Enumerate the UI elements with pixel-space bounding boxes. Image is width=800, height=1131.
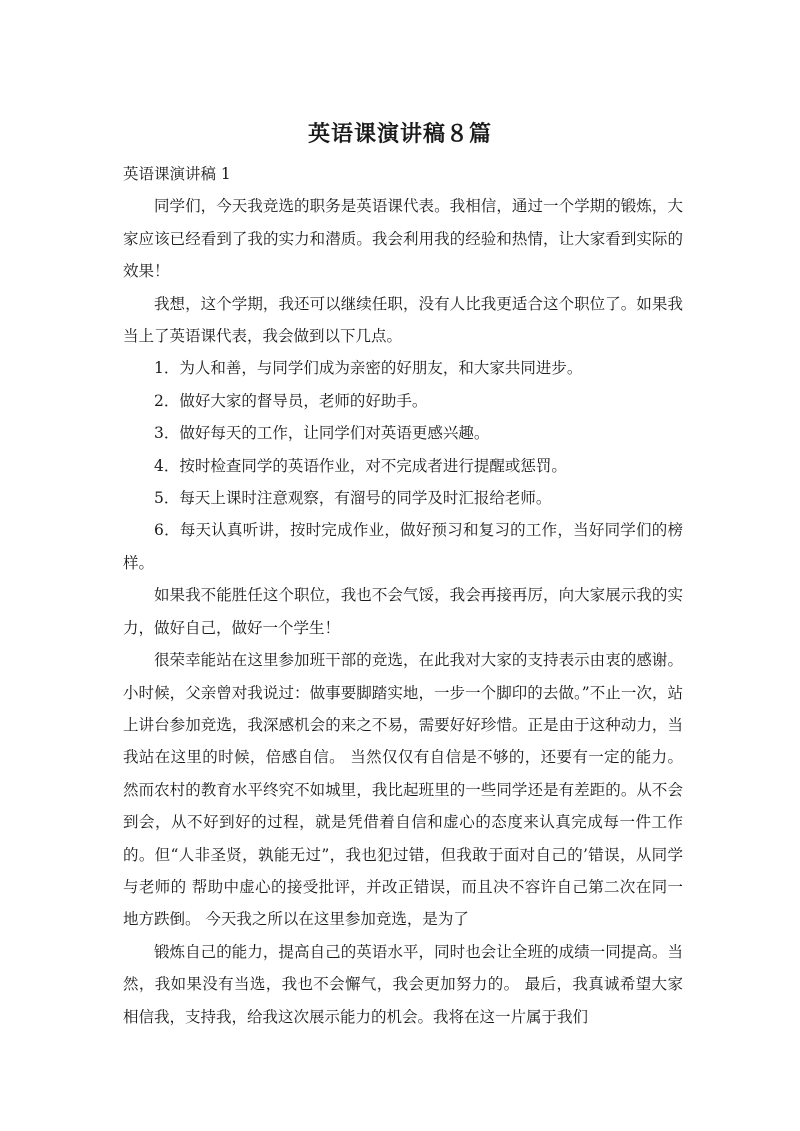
document-body bbox=[123, 158, 683, 1033]
list-item: 6．每天认真听讲，按时完成作业，做好预习和复习的工作，当好同学们的榜样。 bbox=[123, 521, 683, 572]
list-item: 1．为人和善，与同学们成为亲密的好朋友，和大家共同进步。 bbox=[154, 359, 583, 378]
paragraph: 同学们，今天我竞选的职务是英语课代表。我相信，通过一个学期的锻炼，大家应该已经看到了我的实力和潜质。我会利用我的经验和热情，让大家看到实际的效果！ bbox=[123, 197, 683, 281]
list-item: 3．做好每天的工作，让同学们对英语更感兴趣。 bbox=[154, 424, 490, 443]
list-item: 2．做好大家的督导员，老师的好助手。 bbox=[154, 391, 428, 410]
paragraph: 很荣幸能站在这里参加班干部的竞选，在此我对大家的支持表示由衷的感谢。 小时候，父亲曾对我说过：做事要脚踏实地，一步一个脚印的去做。”不止一次，站上讲台参加竞选，我深感机会的来之不易，需要好好珍惜。正是由于这种动力，当我站在这里的时候，倍感自信。 当然仅仅有自信是不够的，还要有一定的能力。然而农村的教育水平终究不如城里，我比起班里的一些同学还是有差距的。从不会到会，从不好到好的过程，就是凭借着自信和虚心的态度来认真完成每一件工作的。但“人非圣贤，孰能无过”，我也犯过错，但我敢于面对自己的’错误，从同学与老师的 帮助中虚心的接受批评，并改正错误，而且决不容许自己第二次在同一地方跌倒。 今天我之所以在这里参加竞选，是为了 bbox=[123, 651, 683, 929]
paragraph: 如果我不能胜任这个职位，我也不会气馁，我会再接再厉，向大家展示我的实力，做好自己，做好一个学生！ bbox=[123, 586, 683, 637]
paragraph: 我想，这个学期，我还可以继续任职，没有人比我更适合这个职位了。如果我当上了英语课代表，我会做到以下几点。 bbox=[123, 294, 683, 346]
document-title: 英语课演讲稿８篇 bbox=[307, 122, 492, 147]
section-heading: 英语课演讲稿 1 bbox=[123, 165, 231, 183]
paragraph: 锻炼自己的能力，提高自己的英语水平，同时也会让全班的成绩一同提高。当然，我如果没有当选，我也不会懈气，我会更加努力的。 最后，我真诚希望大家相信我，支持我，给我这次展示能力的机会。我将在这一片属于我们 bbox=[123, 942, 683, 1026]
list-item: 5．每天上课时注意观察，有溜号的同学及时汇报给老师。 bbox=[154, 489, 552, 508]
list-item: 4．按时检查同学的英语作业，对不完成者进行提醒或惩罚。 bbox=[154, 456, 567, 475]
